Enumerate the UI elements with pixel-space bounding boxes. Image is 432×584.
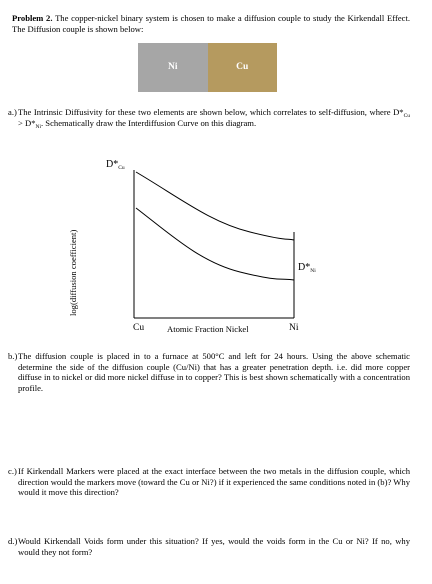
question-a-gt: > D*	[18, 117, 36, 128]
x-end-label: Ni	[289, 323, 299, 333]
diffusivity-chart	[100, 160, 300, 323]
series-label-d-cu: $D*_{Cu}$	[106, 159, 125, 171]
x-start-label: Cu	[133, 323, 145, 333]
question-a-text-1: The Intrinsic Diffusivity for these two elements are shown below, which correlates to self-diffusion, where D*	[18, 107, 404, 117]
problem-statement	[12, 13, 410, 34]
copper-block	[208, 43, 278, 92]
question-a-label: a.)	[8, 107, 17, 117]
question-d-text: Would Kirkendall Voids form under this situation? If yes, would the voids form in the Cu or Ni? If no, why would they not form?	[18, 536, 410, 557]
question-d	[8, 536, 410, 557]
question-c	[8, 466, 410, 498]
question-a-sub-ni: Ni	[35, 123, 41, 130]
curve-d-cu	[136, 172, 294, 240]
question-b-label: b.)	[8, 351, 18, 361]
x-axis-label: Atomic Fraction Nickel	[167, 324, 249, 334]
nickel-block	[138, 43, 208, 92]
question-b-text: The diffusion couple is placed in to a furnace at 500°C and left for 24 hours. Using the above schematic determine the side of the diffusion couple (Cu/Ni) that has a greater penetration depth. i.e. did more copper diffuse in to nickel or did more nickel diffuse in to copper? This is best shown schematically with a concentration profile.	[18, 351, 410, 393]
diffusivity-chart-svg	[100, 160, 300, 320]
problem-text: The copper-nickel binary system is chosen to make a diffusion couple to study the Kirkendall Effect. The Diffusion couple is shown below:	[12, 13, 410, 34]
series-label-d-ni: $D*_{Ni}$	[298, 262, 316, 274]
question-d-label: d.)	[8, 536, 18, 546]
question-c-label: c.)	[8, 466, 17, 476]
nickel-label: Ni	[168, 62, 178, 73]
question-c-text: If Kirkendall Markers were placed at the exact interface between the two metals in the diffusion couple, which direction would the markers move (toward the Cu or Ni?) if it experienced the same conditions noted in (b)? Why would it move this direction?	[18, 466, 410, 498]
y-axis-label: log(diffusion coefficient)	[68, 229, 78, 316]
question-a-text-2: . Schematically draw the Interdiffusion Curve on this diagram.	[41, 117, 257, 128]
problem-number: Problem 2.	[12, 13, 53, 23]
question-b	[8, 351, 410, 393]
question-a	[8, 107, 410, 130]
copper-label: Cu	[236, 62, 249, 73]
diffusion-couple	[138, 43, 277, 92]
question-a-sub-cu: Cu	[403, 113, 410, 119]
